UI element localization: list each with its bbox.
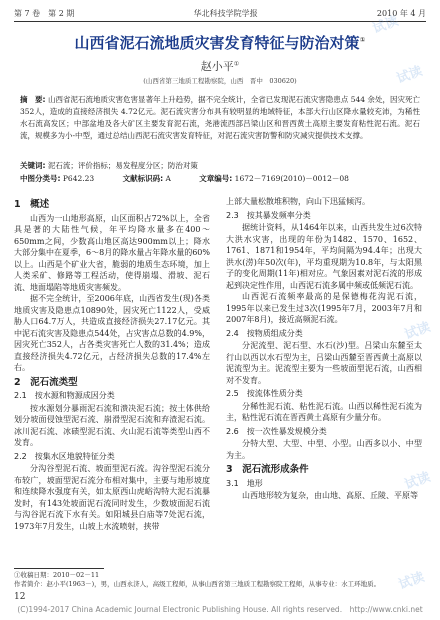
body-paragraph: 据统计资料，从1464年以来，山西共发生过6次特大洪水灾害，出现的年份为1482、1570、1652、1761、1871和1954年，平均间隔为94.4年；出现大洪水(涝)年50次(年)，平均重现期为10.8年，与太阳黑子的变化周期(11年)相对应。气象因素对泥石流的形成起到决定性作用，山西泥石流多属中频或低频泥石流。 <box>226 223 422 290</box>
keywords <box>20 160 420 171</box>
keywords-text: 泥石流；评价指标；易发程度分区；防治对策 <box>47 161 198 170</box>
doc-code-value: A <box>165 174 171 183</box>
author-footnote-mark: ① <box>233 60 240 68</box>
footnote-rule <box>14 568 104 569</box>
body-paragraph: 据不完全统计，至2006年底，山西省发生(现)各类地质灾害及隐患点10890处，因灾死亡1122人，受威胁人口64.7万人，共造成直接经济损失27.17亿元。其中泥石流灾害及隐患点544处，占灾害点总数的4.9%，因灾死亡352人，占各类灾害死亡人数的31.4%；造成直接经济损失4.72亿元，占经济损失总数的17.4%左右。 <box>14 294 210 372</box>
header-volume: 第 7 卷 第 2 期 <box>14 8 75 18</box>
abstract <box>20 94 420 142</box>
body-paragraph: 山西泥石流频率最高的是保德梅花沟泥石流，1995年以来已发生过3次(1995年7月，2003年7月和2007年8月)，接近高频泥石流。 <box>226 292 422 324</box>
subsection-heading: 3.1 地形 <box>226 478 263 488</box>
subsection-heading: 2.6 按一次性暴发规模分类 <box>226 426 327 436</box>
page-number: 12 <box>14 592 26 602</box>
watermark: 试读 <box>370 13 401 37</box>
footnote-author-bio: 作者简介：赵小平(1963－)，男，山西永济人，高级工程师，从事山西省第三地质工程勘察院工程师，从事专业：水工环地质。 <box>14 580 381 588</box>
right-column <box>226 196 422 502</box>
header-rule <box>14 21 426 22</box>
header-journal: 华北科技学院学报 <box>193 8 258 18</box>
article-id-value: 1672－7169(2010)－0012－08 <box>234 174 349 183</box>
watermark: 试读 <box>396 569 427 593</box>
body-paragraph: 山西为一山地形高原，山区面积占72%以上，全省具是著的大陆性气候，年平均降水量多在400～650mm之间，少数高山地区高达900mm以上；降水大部分集中在夏季，6～8月的降水量占年降水量的60%以上。山西是个矿业大省，脆弱的地质生态环境，加上人类采矿、修路等工程活动，使得崩塌、滑坡、泥石流、地面塌陷等地质灾害频发。 <box>14 213 210 292</box>
subsection-heading: 2.1 按水源和物源成因分类 <box>14 391 115 400</box>
subsection-heading: 2.4 按物质组成分类 <box>226 328 303 338</box>
affiliation: (山西省第三地质工程勘察院，山西 晋中 030620) <box>143 77 297 85</box>
body-paragraph: 上部大量松散堆积物，向山下迅猛倾泻。 <box>226 197 370 206</box>
subsection-heading: 2.2 按集水区地貌特征分类 <box>14 451 115 461</box>
abstract-label: 摘 要: <box>20 95 46 104</box>
clc-value: P642.23 <box>62 174 95 183</box>
left-column <box>14 196 210 532</box>
section-heading: 3 泥石流形成条件 <box>226 464 309 475</box>
author <box>0 58 440 74</box>
footnote-received: ①收稿日期：2010－02－11 <box>14 571 100 579</box>
author-name: 赵小平 <box>200 60 234 73</box>
section-heading: 2 泥石流类型 <box>14 376 78 388</box>
body-paragraph: 分沟谷型泥石流、坡面型泥石流。沟谷型泥石流分布较广，坡面型泥石流分布相对集中，主要与地形坡度和连续降水强度有关，如太原西山虎峪沟特大泥石流暴发时，有143处坡面泥石流同时发生，少数坡面泥石流与沟谷泥石流下水有关。如阳城县白庙等7处泥石流，1973年7月发生，山坡上水流喷射，挟带 <box>14 464 210 531</box>
body-paragraph: 按水源划分暴雨泥石流和溃决泥石流；按土体供给划分坡面侵蚀型泥石流、崩滑型泥石流和弃渣泥石流。冰川泥石流、冰碛型泥石流、火山泥石流等类型山西不发育。 <box>14 403 210 447</box>
body-paragraph: 分稀性泥石流、粘性泥石流。山西以稀性泥石流为主，粘性泥石流在晋西黄土高原有少量分布。 <box>226 401 422 422</box>
keywords-label: 关键词: <box>20 161 46 170</box>
running-header <box>14 6 426 20</box>
subsection-heading: 2.5 按流体性质分类 <box>226 389 303 398</box>
watermark: 试读 <box>402 319 433 343</box>
body-paragraph: 分特大型、大型、中型、小型。山西多以小、中型为主。 <box>226 439 422 460</box>
watermark: 试读 <box>402 469 433 493</box>
body-paragraph: 分泥流型、泥石型、水石(沙)型。吕梁山东麓至太行山以西以水石型为主，吕梁山西麓至晋西黄土高原以泥流型为主。泥流型主要为一些坡面型泥石流，山西相对不发育。 <box>226 341 422 385</box>
header-date: 2010 年 4 月 <box>376 8 426 18</box>
title-footnote-mark: ① <box>359 36 366 44</box>
watermark: 试读 <box>394 63 425 87</box>
paper-title-text: 山西省泥石流地质灾害发育特征与防治对策 <box>74 34 360 52</box>
article-id-label: 文章编号: <box>199 174 233 183</box>
abstract-text: 山西省泥石流地质灾害危害显著年上升趋势，据不完全统计，全省已发现泥石流灾害隐患点 544 余处，因灾死亡 352人，造成的直接经济损失 4.72亿元。泥石流灾害分布具有较明显的地域特征，本部大行山区降水量较充沛，为稀性水石流高发区；中部盆地及各大矿区主要发育泥石流，尧港流西部吕梁山区和晋西黄土高原主要发育粘性泥石流。泥石流，规模多为小-中型，通过总结山西泥石流灾害发育特征，对泥石流灾害防警和防灾减灾提供技术支撑。 <box>20 95 420 140</box>
classification-row <box>20 173 420 184</box>
paper-title <box>20 32 420 53</box>
subsection-heading: 2.3 按其暴发频率分类 <box>226 210 311 220</box>
copyright-line: (C)1994-2017 China Academic Journal Electronic Publishing House. All rights reserved. http://www.cnki.net <box>17 605 423 614</box>
body-paragraph: 山西地形较为复杂，由山地、高原、丘陵、平原等 <box>242 491 418 500</box>
clc-label: 中图分类号: <box>20 174 61 183</box>
section-heading: 1 概述 <box>14 199 50 210</box>
doc-code-label: 文献标识码: <box>122 174 164 183</box>
